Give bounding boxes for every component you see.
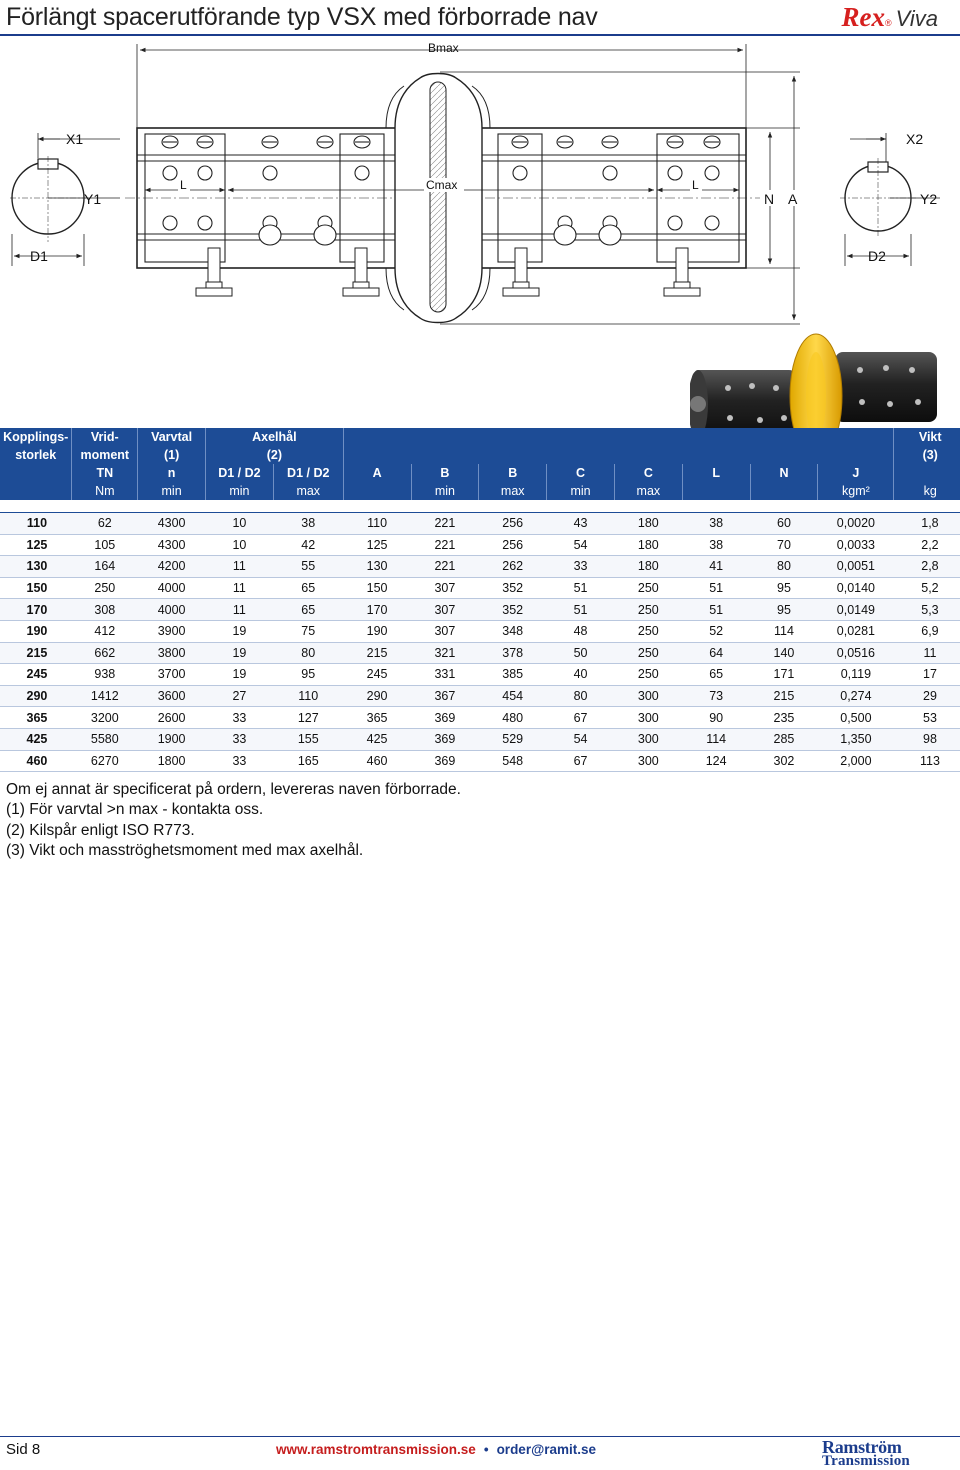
- table-cell: 164: [72, 556, 138, 578]
- x1-label: X1: [66, 131, 84, 147]
- table-cell: 54: [547, 728, 615, 750]
- footnote: (3) Vikt och masströghetsmoment med max axelhål.: [6, 841, 364, 859]
- table-cell: 548: [479, 750, 547, 772]
- size-cell: 170: [0, 599, 72, 621]
- header-cell-empty: [0, 482, 72, 500]
- table-cell: 321: [411, 642, 479, 664]
- table-cell: 17: [894, 664, 960, 686]
- size-cell: 245: [0, 664, 72, 686]
- table-row: [0, 664, 960, 686]
- coupling-spec-table: [0, 428, 960, 772]
- header-cell-empty: [343, 428, 894, 446]
- header-cell: n: [138, 464, 206, 482]
- table-cell: 938: [72, 664, 138, 686]
- table-cell: 300: [614, 685, 682, 707]
- table-cell: 290: [343, 685, 411, 707]
- table-cell: 150: [343, 577, 411, 599]
- table-cell: 369: [411, 707, 479, 729]
- table-cell: 250: [614, 620, 682, 642]
- table-cell: 0,0149: [818, 599, 894, 621]
- table-cell: 250: [614, 642, 682, 664]
- table-cell: 33: [206, 750, 274, 772]
- n-label: N: [764, 191, 775, 207]
- header-cell: moment: [72, 446, 138, 464]
- table-cell: 215: [750, 685, 818, 707]
- table-cell: 10: [206, 513, 274, 535]
- table-cell: 33: [206, 707, 274, 729]
- header-cell: A: [343, 464, 411, 482]
- header-cell: TN: [72, 464, 138, 482]
- table-cell: 67: [547, 750, 615, 772]
- table-cell: 54: [547, 534, 615, 556]
- table-cell: 55: [273, 556, 343, 578]
- table-cell: 95: [273, 664, 343, 686]
- header-cell: Axelhål: [206, 428, 344, 446]
- coupling-cross-section: [125, 72, 802, 324]
- table-cell: 11: [206, 599, 274, 621]
- table-cell: 11: [206, 556, 274, 578]
- bmax-label: Bmax: [428, 41, 459, 55]
- table-cell: 352: [479, 577, 547, 599]
- header-cell: B: [479, 464, 547, 482]
- table-cell: 0,119: [818, 664, 894, 686]
- table-row: [0, 728, 960, 750]
- header-cell: B: [411, 464, 479, 482]
- table-row: [0, 642, 960, 664]
- header-cell: Vrid-: [72, 428, 138, 446]
- left-hub-end-view: [10, 131, 120, 266]
- footnote: Om ej annat är specificerat på ordern, levereras naven förborrade.: [6, 781, 461, 798]
- header-cell: storlek: [0, 446, 72, 464]
- table-cell: 90: [682, 707, 750, 729]
- table-cell: 60: [750, 513, 818, 535]
- table-cell: 114: [682, 728, 750, 750]
- table-header: [0, 428, 960, 513]
- table-cell: 425: [343, 728, 411, 750]
- table-cell: 53: [894, 707, 960, 729]
- table-cell: 352: [479, 599, 547, 621]
- table-cell: 0,274: [818, 685, 894, 707]
- x2-label: X2: [906, 131, 924, 147]
- table-cell: 308: [72, 599, 138, 621]
- d2-label: D2: [868, 248, 886, 264]
- page-number: Sid 8: [6, 1441, 41, 1458]
- table-cell: 0,0051: [818, 556, 894, 578]
- table-cell: 3800: [138, 642, 206, 664]
- table-cell: 127: [273, 707, 343, 729]
- table-cell: 331: [411, 664, 479, 686]
- footer-divider: [0, 1436, 960, 1437]
- table-cell: 80: [750, 556, 818, 578]
- table-cell: 110: [343, 513, 411, 535]
- table-cell: 5,2: [894, 577, 960, 599]
- table-cell: 385: [479, 664, 547, 686]
- table-cell: 125: [343, 534, 411, 556]
- table-row: [0, 620, 960, 642]
- header-cell: min: [138, 482, 206, 500]
- header-cell: max: [479, 482, 547, 500]
- header-cell: min: [206, 482, 274, 500]
- table-cell: 51: [682, 577, 750, 599]
- table-cell: 1,8: [894, 513, 960, 535]
- table-cell: 64: [682, 642, 750, 664]
- size-cell: 365: [0, 707, 72, 729]
- table-cell: 29: [894, 685, 960, 707]
- size-cell: 425: [0, 728, 72, 750]
- table-cell: 2,8: [894, 556, 960, 578]
- table-cell: 95: [750, 599, 818, 621]
- table-cell: 48: [547, 620, 615, 642]
- table-cell: 2,2: [894, 534, 960, 556]
- table-cell: 235: [750, 707, 818, 729]
- table-cell: 250: [614, 577, 682, 599]
- header-cell: Vikt: [894, 428, 960, 446]
- table-cell: 215: [343, 642, 411, 664]
- table-cell: 245: [343, 664, 411, 686]
- table-cell: 250: [614, 664, 682, 686]
- page-header: [0, 0, 960, 34]
- table-cell: 3600: [138, 685, 206, 707]
- header-cell: min: [547, 482, 615, 500]
- table-cell: 62: [72, 513, 138, 535]
- header-cell-empty: [343, 446, 894, 464]
- table-cell: 75: [273, 620, 343, 642]
- header-cell-empty: [682, 482, 750, 500]
- header-cell: max: [614, 482, 682, 500]
- table-cell: 1,350: [818, 728, 894, 750]
- table-cell: 4300: [138, 513, 206, 535]
- brand-viva: Viva: [895, 6, 938, 31]
- ramstrom-logo: [820, 1437, 940, 1469]
- footnotes: [6, 780, 461, 861]
- footer-contact: [276, 1442, 596, 1457]
- header-cell-empty: [750, 482, 818, 500]
- footer-separator: •: [483, 1442, 489, 1457]
- table-row: [0, 750, 960, 772]
- header-cell: C: [614, 464, 682, 482]
- table-cell: 348: [479, 620, 547, 642]
- header-cell: C: [547, 464, 615, 482]
- header-cell: Kopplings-: [0, 428, 72, 446]
- table-cell: 221: [411, 556, 479, 578]
- size-cell: 215: [0, 642, 72, 664]
- table-cell: 302: [750, 750, 818, 772]
- table-cell: 180: [614, 556, 682, 578]
- table-cell: 5580: [72, 728, 138, 750]
- header-cell: min: [411, 482, 479, 500]
- header-cell: J: [818, 464, 894, 482]
- right-hub-end-view: [840, 131, 940, 266]
- table-cell: 140: [750, 642, 818, 664]
- table-cell: 1412: [72, 685, 138, 707]
- table-cell: 480: [479, 707, 547, 729]
- table-cell: 41: [682, 556, 750, 578]
- table-cell: 221: [411, 534, 479, 556]
- table-cell: 52: [682, 620, 750, 642]
- table-cell: 4000: [138, 577, 206, 599]
- table-cell: 113: [894, 750, 960, 772]
- header-cell: D1 / D2: [206, 464, 274, 482]
- table-cell: 0,0516: [818, 642, 894, 664]
- table-cell: 180: [614, 513, 682, 535]
- table-cell: 0,500: [818, 707, 894, 729]
- page-title: Förlängt spacerutförande typ VSX med förborrade nav: [6, 3, 598, 31]
- table-cell: 4200: [138, 556, 206, 578]
- size-cell: 110: [0, 513, 72, 535]
- table-cell: 285: [750, 728, 818, 750]
- table-cell: 0,0140: [818, 577, 894, 599]
- table-cell: 40: [547, 664, 615, 686]
- table-cell: 11: [894, 642, 960, 664]
- size-cell: 290: [0, 685, 72, 707]
- email-link[interactable]: order@ramit.se: [496, 1442, 597, 1457]
- table-cell: 51: [547, 577, 615, 599]
- logo-line-1: Ramström: [822, 1437, 902, 1457]
- table-cell: 369: [411, 750, 479, 772]
- header-gap: [0, 500, 960, 513]
- l-left-label: L: [180, 178, 187, 192]
- header-cell: kgm²: [818, 482, 894, 500]
- l-right-label: L: [692, 178, 699, 192]
- table-cell: 256: [479, 534, 547, 556]
- table-cell: 65: [273, 599, 343, 621]
- table-cell: 171: [750, 664, 818, 686]
- table-cell: 38: [682, 534, 750, 556]
- table-cell: 307: [411, 577, 479, 599]
- table-cell: 300: [614, 707, 682, 729]
- website-link[interactable]: www.ramstromtransmission.se: [276, 1442, 476, 1457]
- table-row: [0, 707, 960, 729]
- header-cell: max: [273, 482, 343, 500]
- header-cell: N: [750, 464, 818, 482]
- table-cell: 43: [547, 513, 615, 535]
- table-cell: 221: [411, 513, 479, 535]
- table-cell: 0,0281: [818, 620, 894, 642]
- table-cell: 38: [273, 513, 343, 535]
- table-row: [0, 599, 960, 621]
- table-cell: 378: [479, 642, 547, 664]
- table-cell: 42: [273, 534, 343, 556]
- table-cell: 105: [72, 534, 138, 556]
- table-cell: 80: [273, 642, 343, 664]
- footnote: (2) Kilspår enligt ISO R773.: [6, 821, 195, 839]
- header-cell: (3): [894, 446, 960, 464]
- table-cell: 110: [273, 685, 343, 707]
- rex-viva-logo: [841, 2, 938, 32]
- table-cell: 27: [206, 685, 274, 707]
- header-cell-empty: [894, 464, 960, 482]
- table-row: [0, 685, 960, 707]
- brand-registered-mark: ®: [884, 18, 892, 28]
- table-row: [0, 577, 960, 599]
- table-cell: 67: [547, 707, 615, 729]
- table-cell: 6270: [72, 750, 138, 772]
- d1-label: D1: [30, 248, 48, 264]
- table-cell: 367: [411, 685, 479, 707]
- header-cell: Varvtal: [138, 428, 206, 446]
- size-cell: 190: [0, 620, 72, 642]
- table-cell: 114: [750, 620, 818, 642]
- table-cell: 80: [547, 685, 615, 707]
- table-cell: 98: [894, 728, 960, 750]
- header-cell: kg: [894, 482, 960, 500]
- footnote: (1) För varvtal >n max - kontakta oss.: [6, 801, 264, 819]
- table-cell: 19: [206, 620, 274, 642]
- table-cell: 3700: [138, 664, 206, 686]
- table-row: [0, 534, 960, 556]
- table-cell: 33: [206, 728, 274, 750]
- table-cell: 1800: [138, 750, 206, 772]
- header-cell-empty: [343, 482, 411, 500]
- table-cell: 250: [72, 577, 138, 599]
- table-cell: 50: [547, 642, 615, 664]
- logo-line-2: Transmission: [822, 1453, 910, 1469]
- table-cell: 70: [750, 534, 818, 556]
- header-cell: L: [682, 464, 750, 482]
- table-cell: 300: [614, 728, 682, 750]
- a-label: A: [788, 191, 798, 207]
- table-cell: 10: [206, 534, 274, 556]
- y2-label: Y2: [920, 191, 938, 207]
- cmax-label: Cmax: [426, 178, 458, 192]
- table-cell: 19: [206, 664, 274, 686]
- table-cell: 365: [343, 707, 411, 729]
- table-cell: 165: [273, 750, 343, 772]
- header-divider: [0, 34, 960, 36]
- table-cell: 662: [72, 642, 138, 664]
- table-cell: 180: [614, 534, 682, 556]
- table-cell: 170: [343, 599, 411, 621]
- table-cell: 155: [273, 728, 343, 750]
- table-cell: 0,0020: [818, 513, 894, 535]
- table-cell: 51: [547, 599, 615, 621]
- table-cell: 190: [343, 620, 411, 642]
- table-body: [0, 513, 960, 772]
- table-cell: 0,0033: [818, 534, 894, 556]
- table-cell: 38: [682, 513, 750, 535]
- table-row: [0, 556, 960, 578]
- table-cell: 412: [72, 620, 138, 642]
- table-cell: 65: [682, 664, 750, 686]
- table-cell: 73: [682, 685, 750, 707]
- size-cell: 130: [0, 556, 72, 578]
- table-cell: 250: [614, 599, 682, 621]
- size-cell: 125: [0, 534, 72, 556]
- table-cell: 51: [682, 599, 750, 621]
- table-cell: 307: [411, 599, 479, 621]
- header-cell: (2): [206, 446, 344, 464]
- table-cell: 4300: [138, 534, 206, 556]
- table-cell: 3200: [72, 707, 138, 729]
- table-cell: 3900: [138, 620, 206, 642]
- table-cell: 262: [479, 556, 547, 578]
- header-cell: (1): [138, 446, 206, 464]
- brand-rex: Rex: [841, 2, 885, 32]
- header-cell-empty: [0, 464, 72, 482]
- size-cell: 460: [0, 750, 72, 772]
- table-cell: 6,9: [894, 620, 960, 642]
- table-cell: 5,3: [894, 599, 960, 621]
- table-cell: 256: [479, 513, 547, 535]
- table-cell: 529: [479, 728, 547, 750]
- table-cell: 19: [206, 642, 274, 664]
- table-cell: 460: [343, 750, 411, 772]
- table-cell: 124: [682, 750, 750, 772]
- table-cell: 369: [411, 728, 479, 750]
- y1-label: Y1: [84, 191, 102, 207]
- table-cell: 2600: [138, 707, 206, 729]
- table-cell: 2,000: [818, 750, 894, 772]
- table-cell: 4000: [138, 599, 206, 621]
- header-cell: Nm: [72, 482, 138, 500]
- table-cell: 1900: [138, 728, 206, 750]
- table-cell: 130: [343, 556, 411, 578]
- table-cell: 33: [547, 556, 615, 578]
- table-cell: 65: [273, 577, 343, 599]
- table-row: [0, 513, 960, 535]
- table-cell: 11: [206, 577, 274, 599]
- table-cell: 454: [479, 685, 547, 707]
- table-cell: 307: [411, 620, 479, 642]
- table-cell: 300: [614, 750, 682, 772]
- table-cell: 95: [750, 577, 818, 599]
- header-cell: D1 / D2: [273, 464, 343, 482]
- size-cell: 150: [0, 577, 72, 599]
